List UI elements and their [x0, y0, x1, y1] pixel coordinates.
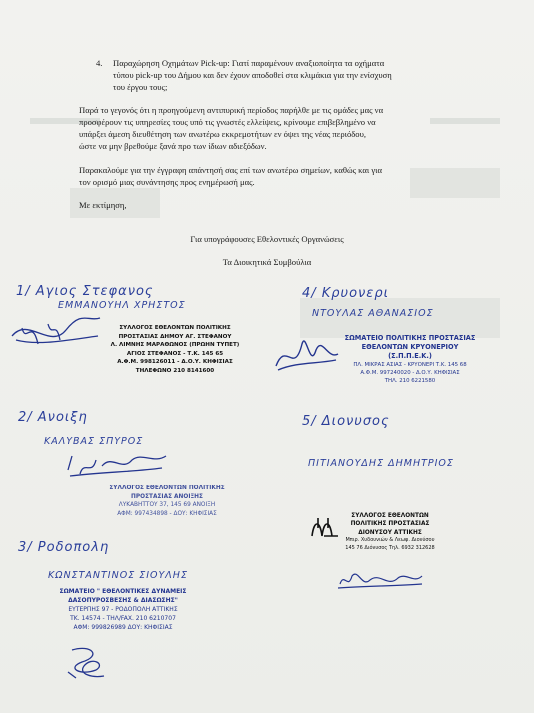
sig2-stamp-line: ΣΥΛΛΟΓΟΣ ΕΘΕΛΟΝΤΩΝ ΠΟΛΙΤΙΚΗΣ — [109, 485, 225, 491]
sig1-stamp-line: ΠΡΟΣΤΑΣΙΑΣ ΔΗΜΟΥ ΑΓ. ΣΤΕΦΑΝΟΥ — [118, 333, 232, 340]
sig2-stamp-line: ΑΦΜ: 997434898 - ΔΟΥ: ΚΗΦΙΣΙΑΣ — [117, 510, 217, 517]
item4-line1: Παραχώρηση Οχημάτων Pick-up: Γιατί παραμένουν αναξιοποίητα τα οχήματα — [113, 58, 385, 68]
sig4-name: ΝΤΟΥΛΑΣ ΑΘΑΝΑΣΙΟΣ — [312, 308, 434, 319]
sig1-stamp-line: ΑΓΙΟΣ ΣΤΕΦΑΝΟΣ - Τ.Κ. 145 65 — [126, 350, 224, 357]
item4-line3: του έργου τους; — [113, 82, 168, 92]
paragraph1-line3: υπάρξει άμεση διευθέτηση των ανωτέρω εκκρεμοτήτων εν όψει της νέας περιόδου, — [79, 129, 366, 139]
sig1-stamp-line: ΣΥΛΛΟΓΟΣ ΕΘΕΛΟΝΤΩΝ ΠΟΛΙΤΙΚΗΣ — [119, 325, 231, 331]
sig5-stamp-line: ΣΥΛΛΟΓΟΣ ΕΘΕΛΟΝΤΩΝ — [351, 513, 429, 519]
sig3-stamp-line: ΣΩΜΑΤΕΙΟ " ΕΘΕΛΟΝΤΙΚΕΣ ΔΥΝΑΜΕΙΣ — [59, 588, 187, 595]
sig1-stamp-line: Λ. ΛΙΜΝΗΣ ΜΑΡΑΘΩΝΟΣ (ΠΡΩΗΝ ΤΥΠΕΤ) — [110, 342, 240, 349]
sig3-stamp-line: ΑΦΜ: 999826989 ΔΟΥ: ΚΗΦΙΣΙΑΣ — [73, 624, 173, 631]
sig3-stamp-line: ΔΑΣΟΠΥΡΟΣΒΕΣΗΣ & ΔΙΑΣΩΣΗΣ" — [68, 597, 178, 604]
sig2-heading: 2/ Ανοιξη — [18, 410, 88, 425]
sig1-stamp — [100, 324, 250, 376]
sig4-heading: 4/ Κρυονερι — [302, 286, 389, 301]
paragraph1-line2: προσφέρουν τις υπηρεσίες τους υπό τις γνωστές ελλείψεις, κρίνουμε επιβεβλημένο να — [79, 117, 376, 127]
sig1-stamp-line: Α.Φ.Μ. 998126011 - Δ.Ο.Υ. ΚΗΦΙΣΙΑΣ — [117, 359, 233, 366]
signatories-header-line1: Για υπογράφουσες Εθελοντικές Οργανώσεις — [190, 234, 344, 244]
sig3-heading: 3/ Ροδοπολη — [18, 540, 110, 555]
sig3-stamp — [48, 587, 198, 632]
sig2-stamp-line: ΛΥΚΑΒΗΤΤΟΥ 37, 145 69 ΑΝΟΙΞΗ — [118, 502, 216, 509]
sig4-stamp-line: ΣΩΜΑΤΕΙΟ ΠΟΛΙΤΙΚΗΣ ΠΡΟΣΤΑΣΙΑΣ — [344, 334, 476, 342]
sig2-name: ΚΑΛΥΒΑΣ ΣΠΥΡΟΣ — [44, 436, 144, 447]
sig5-stamp-line: ΠΟΛΙΤΙΚΗΣ ΠΡΟΣΤΑΣΙΑΣ — [350, 521, 430, 528]
paragraph1-line1: Παρά το γεγονός ότι η προηγούμενη αντιπυρική περίοδος παρήλθε με τις ομάδες μας να — [79, 105, 384, 115]
paragraph2-line1: Παρακαλούμε για την έγγραφη απάντησή σας επί των ανωτέρω σημείων, καθώς και για — [79, 165, 382, 175]
sig2-stamp — [92, 484, 242, 518]
sig5-stamp — [330, 512, 450, 552]
sig5-name: ΠΙΤΙΑΝΟΥΔΗΣ ΔΗΜΗΤΡΙΟΣ — [308, 458, 454, 469]
paragraph2-line2: τον ορισμό μιας συνάντησης προς ενημέρωσή μας. — [79, 177, 255, 187]
sig2-stamp-line: ΠΡΟΣΤΑΣΙΑΣ ΑΝΟΙΞΗΣ — [131, 493, 203, 500]
sig1-signature — [8, 310, 108, 360]
sig3-signature — [62, 642, 112, 682]
sig2-signature — [62, 446, 172, 486]
item-number: 4. — [96, 58, 103, 68]
sig3-stamp-line: ΕΥΤΕΡΠΗΣ 97 - ΡΟΔΟΠΟΛΗ ΑΤΤΙΚΗΣ — [68, 606, 178, 613]
closing: Με εκτίμηση, — [79, 200, 127, 210]
sig5-stamp-line: ΔΙΟΝΥΣΟΥ ΑΤΤΙΚΗΣ — [358, 529, 422, 536]
paragraph1-line4: ώστε να μην βρεθούμε ξανά προ των ίδιων αδιεξόδων. — [79, 141, 267, 151]
sig4-stamp-line: (Σ.Π.Π.Ε.Κ.) — [388, 352, 432, 360]
signatories-header-line2: Τα Διοικητικά Συμβούλια — [222, 257, 312, 267]
sig1-name: ΕΜΜΑΝΟΥΗΛ ΧΡΗΣΤΟΣ — [58, 300, 186, 311]
sig5-signature — [336, 566, 426, 596]
sig1-stamp-line: ΤΗΛΕΦΩΝΟ 210 8141600 — [135, 367, 215, 374]
sig3-name: ΚΩΝΣΤΑΝΤΙΝΟΣ ΣΙΟΥΛΗΣ — [48, 570, 188, 581]
sig5-stamp-line: 145 76 Διόνυσος Τηλ. 6932 312628 — [345, 544, 435, 551]
sig4-stamp-line: ΤΗΛ. 210 6221580 — [384, 378, 436, 384]
sig3-stamp-line: ΤΚ. 14574 - ΤΗΛ/FAX. 210 6210707 — [70, 615, 176, 622]
sig4-stamp-line: ΠΛ. ΜΙΚΡΑΣ ΑΣΙΑΣ - ΚΡΥΟΝΕΡΙ Τ.Κ. 145 68 — [353, 362, 467, 368]
sig4-stamp-line: ΕΘΕΛΟΝΤΩΝ ΚΡΥΟΝΕΡΙΟΥ — [361, 343, 459, 351]
sig5-stamp-line: Μπιρ. Χυδουνιών & Λεωφ. Διονύσου — [345, 537, 435, 544]
sig4-stamp — [330, 334, 490, 385]
sig5-heading: 5/ Διονυσος — [302, 414, 390, 429]
item4-line2: τύπου pick-up του Δήμου και δεν έχουν αποδοθεί στα κλιμάκια για την ενίσχυση — [113, 70, 392, 80]
sig4-stamp-line: Α.Φ.Μ. 997240020 - Δ.Ο.Υ. ΚΗΦΙΣΙΑΣ — [360, 370, 460, 376]
sig1-heading: 1/ Αγιος Στεφανος — [16, 284, 154, 299]
